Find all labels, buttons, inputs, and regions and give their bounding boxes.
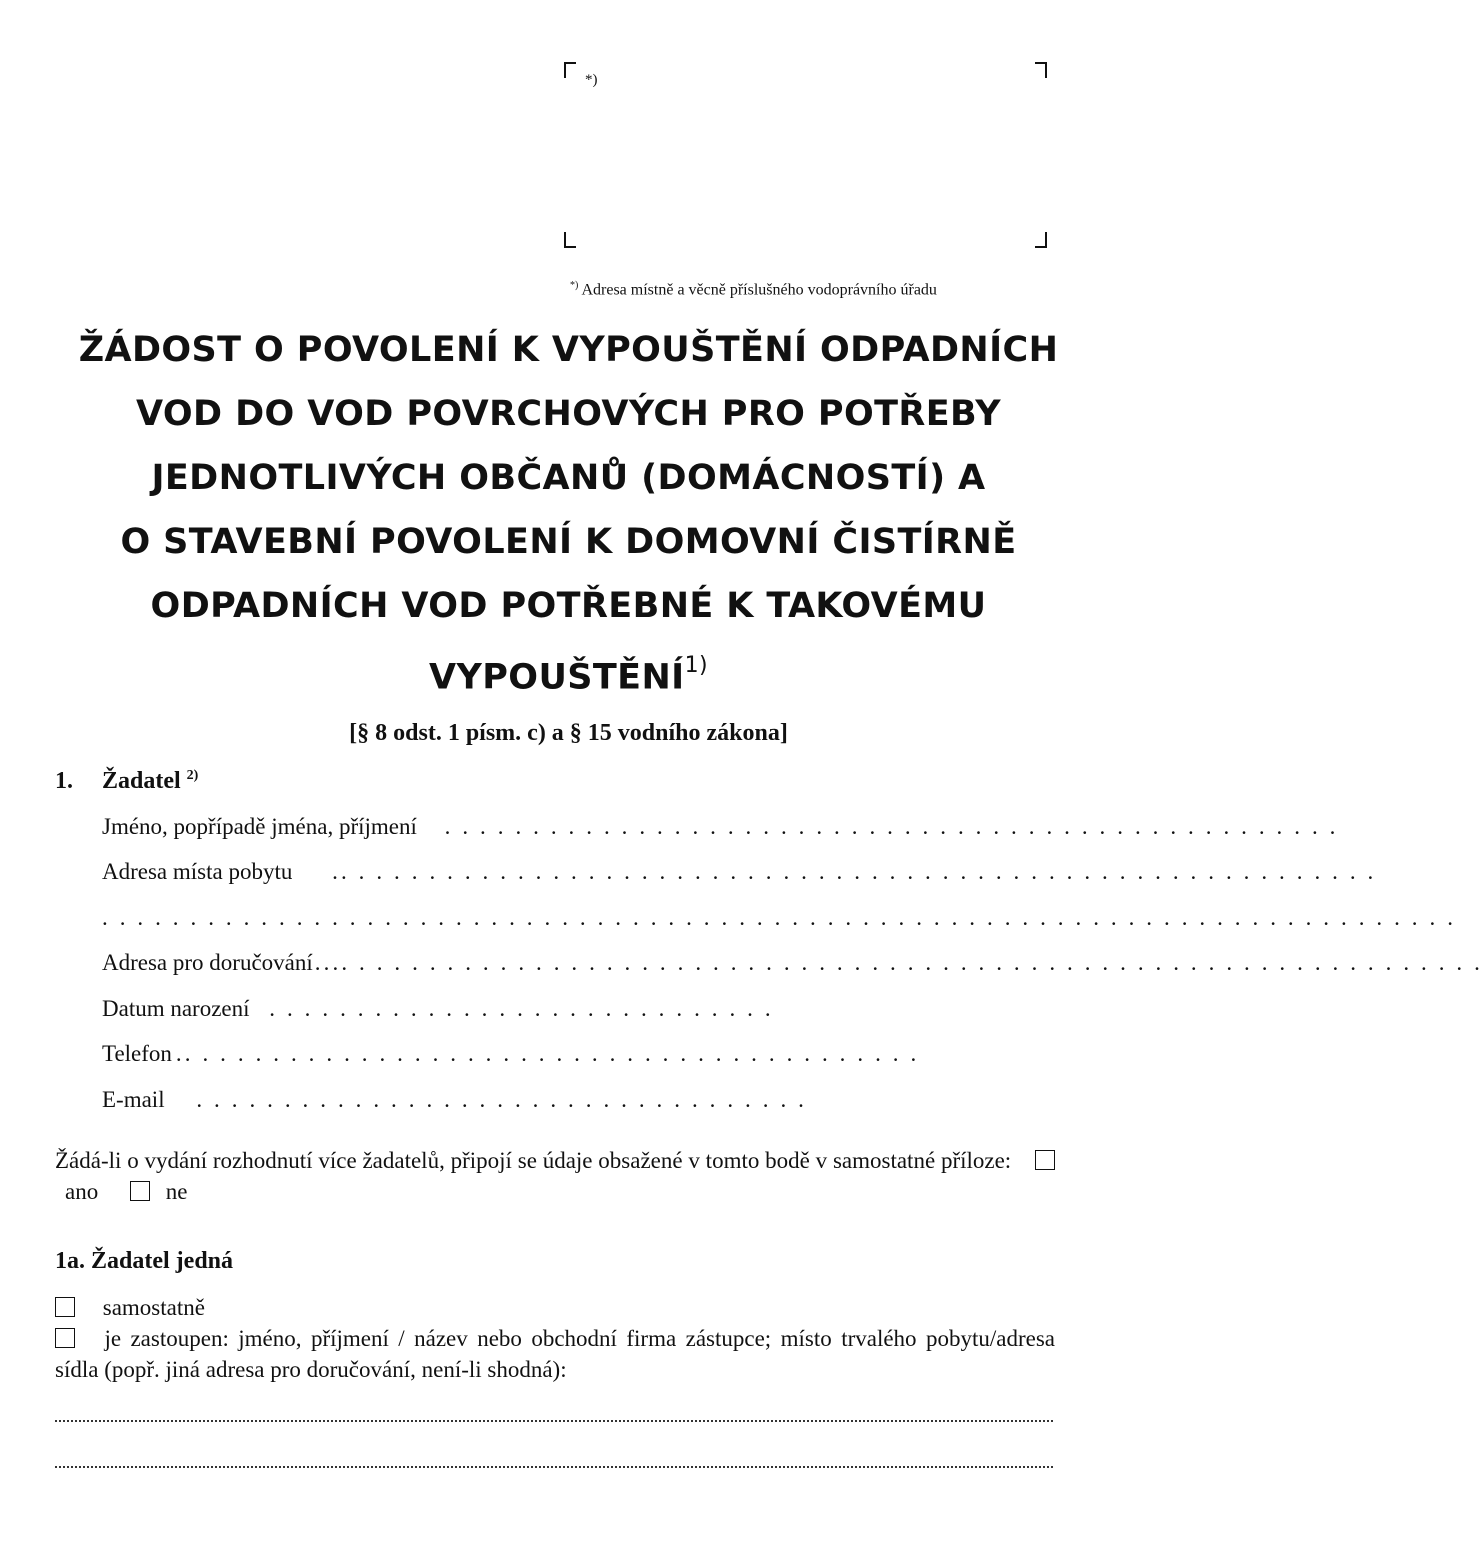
fill-in-dots: .... . . . . . . . . . . . . . . . . . . . . . . . . . . . . . . . . . . . . . . . . . . . . . . . . . . . . . . . . . . . . . . . . bbox=[314, 950, 1483, 975]
field-email[interactable] bbox=[102, 1087, 807, 1113]
field-residence-address[interactable] bbox=[102, 859, 1376, 885]
address-box-corner-bottom-left bbox=[564, 232, 576, 248]
fill-in-dots: .. . . . . . . . . . . . . . . . . . . . . . . . . . . . . . . . . . . . . . . . . . . . . . . . . . . . . . . . . . . bbox=[332, 859, 1377, 884]
fill-in-dots: . . . . . . . . . . . . . . . . . . . . . . . . . . . . . bbox=[269, 996, 774, 1021]
field-phone[interactable] bbox=[102, 1041, 919, 1067]
title-footnote: 1) bbox=[684, 653, 708, 678]
fill-in-dots: . . . . . . . . . . . . . . . . . . . . . . . . . . . . . . . . . . . . . . . . . . . . . . . . . . . . . . . . . . . . . . . . . . . . . . . . . . . . . bbox=[102, 905, 1457, 930]
title-line: VYPOUŠTĚNÍ bbox=[429, 657, 685, 698]
address-note-marker: *) bbox=[570, 280, 579, 291]
address-box-corner-top-right bbox=[1035, 62, 1047, 78]
address-box-note bbox=[570, 280, 937, 299]
attachment-no-checkbox[interactable] bbox=[130, 1181, 150, 1201]
title-line: ODPADNÍCH VOD POTŘEBNÉ K TAKOVÉMU bbox=[150, 586, 987, 626]
section-1a-title: 1a. Žadatel jedná bbox=[55, 1248, 234, 1274]
field-delivery-address[interactable] bbox=[102, 950, 1483, 976]
acts-alone-label: samostatně bbox=[102, 1295, 205, 1320]
field-label: Jméno, popřípadě jména, příjmení bbox=[102, 814, 417, 839]
acts-alone-checkbox[interactable] bbox=[55, 1297, 75, 1317]
field-residence-address-continued[interactable] bbox=[102, 905, 1456, 931]
section-1-heading bbox=[102, 768, 198, 795]
field-label: Adresa místa pobytu bbox=[102, 859, 293, 884]
title-line-last bbox=[40, 638, 1097, 710]
title-line: JEDNOTLIVÝCH OBČANŮ (DOMÁCNOSTÍ) A bbox=[151, 458, 986, 498]
address-box-asterisk: *) bbox=[585, 72, 598, 88]
address-box-corner-top-left bbox=[564, 62, 576, 78]
field-name[interactable] bbox=[102, 814, 1339, 840]
field-label: E-mail bbox=[102, 1087, 165, 1112]
field-label: Adresa pro doručování bbox=[102, 950, 313, 975]
attachment-yes-checkbox[interactable] bbox=[1035, 1150, 1055, 1170]
fill-in-dots: . . . . . . . . . . . . . . . . . . . . . . . . . . . . . . . . . . . . . . . . . . . . . . . . . . . bbox=[444, 814, 1339, 839]
attachment-yes-label: ano bbox=[65, 1179, 99, 1204]
field-birth-date[interactable] bbox=[102, 996, 774, 1022]
fill-in-dots: .. . . . . . . . . . . . . . . . . . . . . . . . . . . . . . . . . . . . . . . . . . bbox=[175, 1041, 920, 1066]
represented-label: je zastoupen: jméno, příjmení / název nebo obchodní firma zástupce; místo trvalého pobytu/adresa sídla (popř. jiná adresa pro doručování, není-li shodná): bbox=[55, 1326, 1055, 1382]
representative-fill-line[interactable] bbox=[55, 1466, 1053, 1468]
title-line: VOD DO VOD POVRCHOVÝCH PRO POTŘEBY bbox=[136, 394, 1001, 434]
section-1-title: Žadatel bbox=[102, 768, 181, 794]
multiple-applicants-question bbox=[55, 1145, 1055, 1207]
option-alone bbox=[55, 1292, 1055, 1323]
representative-fill-line[interactable] bbox=[55, 1420, 1053, 1422]
document-title bbox=[40, 318, 1097, 710]
represented-checkbox[interactable] bbox=[55, 1328, 75, 1348]
attachment-no-label: ne bbox=[165, 1179, 188, 1204]
title-line: O STAVEBNÍ POVOLENÍ K DOMOVNÍ ČISTÍRNĚ bbox=[120, 522, 1017, 562]
section-1-footnote: 2) bbox=[186, 768, 199, 783]
section-1-number: 1. bbox=[55, 768, 73, 794]
fill-in-dots: . . . . . . . . . . . . . . . . . . . . . . . . . . . . . . . . . . . bbox=[196, 1087, 807, 1112]
field-label: Datum narození bbox=[102, 996, 250, 1021]
address-box-corner-bottom-right bbox=[1035, 232, 1047, 248]
title-line: ŽÁDOST O POVOLENÍ K VYPOUŠTĚNÍ ODPADNÍCH bbox=[78, 330, 1059, 370]
option-represented bbox=[55, 1323, 1055, 1385]
multiple-applicants-text: Žádá-li o vydání rozhodnutí více žadatelů, připojí se údaje obsažené v tomto bodě v samostatné příloze: bbox=[55, 1148, 1012, 1173]
field-label: Telefon bbox=[102, 1041, 172, 1066]
address-note-text: Adresa místně a věcně příslušného vodoprávního úřadu bbox=[578, 281, 937, 299]
legal-basis: [§ 8 odst. 1 písm. c) a § 15 vodního zákona] bbox=[349, 720, 788, 746]
